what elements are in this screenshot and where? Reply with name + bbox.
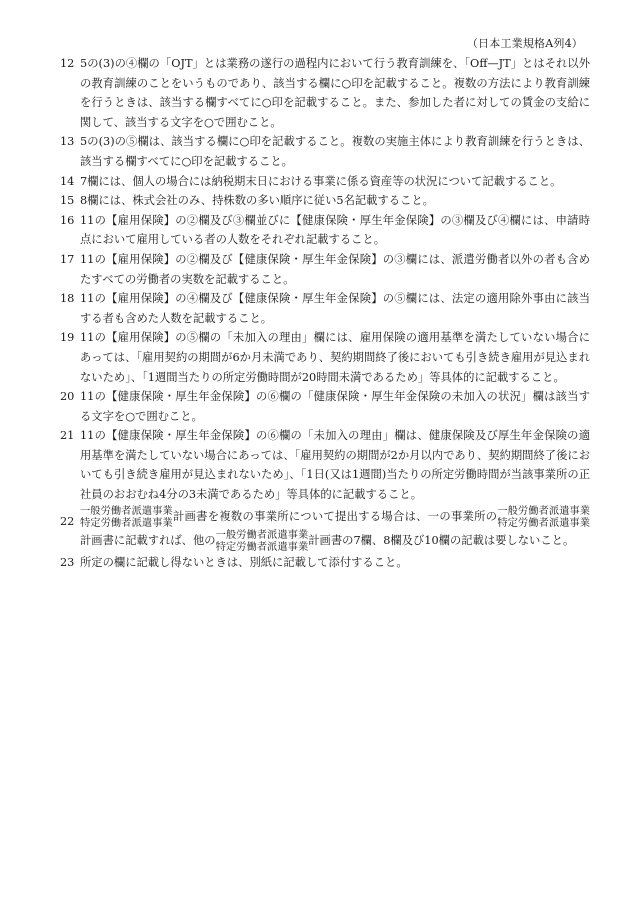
note-item [60, 553, 590, 573]
note-item [60, 426, 590, 504]
note-number: 18 [60, 292, 75, 306]
note-item [60, 328, 590, 387]
note-text: 5の(3)の④欄の「OJT」とは業務の遂行の過程内において行う教育訓練を、「Off—JT」とはそれ以外の教育訓練のことをいうものであり、該当する欄に○印を記載すること。複数の方法により教育訓練を行うときは、該当する欄すべてに○印を記載すること。また、参加した者に対しての賃金の支給に関して、該当する文字を○で囲むこと。 [80, 57, 590, 129]
stacked-choice-line: 一般労働者 [497, 504, 549, 517]
note-number: 19 [60, 331, 75, 345]
note-text: 所定の欄に記載し得ないときは、別紙に記載して添付すること。 [80, 555, 408, 569]
stacked-choice-line: 特定労働者派遣事業 [215, 540, 309, 553]
note-item [60, 54, 590, 132]
stacked-choice-line: 一般労働者派遣事業 [80, 504, 173, 517]
stacked-choice-line: 派遣事業 [548, 516, 590, 529]
standard-note: （日本工業規格A列4） [466, 37, 583, 50]
stacked-choice-line: 一般労働者派遣事業 [215, 528, 309, 541]
note-text: 11の【雇用保険】の⑤欄の「未加入の理由」欄には、雇用保険の適用基準を満たしていない場合にあっては、「雇用契約の期間が6か月未満であり、契約期間終了後においても引き続き雇用が見込まれないため」、「1週間当たりの所定労働時間が20時間未満であるため」等具体的に記載すること。 [80, 331, 590, 384]
note-number: 17 [60, 252, 75, 266]
note-number: 13 [60, 135, 75, 149]
note-number: 21 [60, 429, 75, 443]
stacked-choice [216, 529, 309, 553]
note-text: 計画書の7欄、8欄及び10欄の記載は要しないこと。 [308, 533, 575, 547]
note-text: 11の【雇用保険】の②欄及び【健康保険・厚生年金保険】の③欄には、派遣労働者以外の者も含めたすべての労働者の実数を記載すること。 [80, 252, 590, 286]
note-text: 計画書を複数の事業所について提出する場合は、一の事業所の [172, 509, 498, 523]
note-text: 11の【雇用保険】の②欄及び③欄並びに【健康保険・厚生年金保険】の③欄及び④欄には、申請時点において雇用している者の人数をそれぞれ記載すること。 [80, 213, 590, 247]
note-item-22 [60, 505, 590, 553]
note-item [60, 132, 590, 171]
stacked-choice [497, 505, 548, 529]
notes-list [60, 54, 590, 572]
note-number: 12 [60, 57, 75, 70]
note-text: 8欄には、株式会社のみ、持株数の多い順序に従い5名記載すること。 [80, 194, 434, 208]
note-number: 23 [60, 555, 75, 569]
note-text: 11の【雇用保険】の④欄及び【健康保険・厚生年金保険】の⑤欄には、法定の適用除外事由に該当する者も含めた人数を記載すること。 [80, 292, 590, 325]
note-item [60, 387, 590, 426]
note-number: 14 [60, 174, 75, 188]
stacked-choice [549, 505, 590, 529]
note-number: 20 [60, 390, 75, 404]
stacked-choice [80, 505, 173, 529]
note-text: 11の【健康保険・厚生年金保険】の⑥欄の「健康保険・厚生年金保険の未加入の状況」欄は該当する文字を○で囲むこと。 [80, 390, 590, 423]
stacked-choice-line: 特定労働者派遣事業 [80, 516, 173, 529]
note-item [60, 191, 590, 211]
note-text: 7欄には、個人の場合には納税期末日における事業に係る資産等の状況について記載すること。 [80, 174, 562, 188]
note-number: 16 [60, 213, 75, 227]
note-item [60, 172, 590, 192]
note-number: 22 [60, 514, 75, 528]
stacked-choice-line: 派遣事業 [548, 504, 590, 517]
note-item [60, 250, 590, 289]
note-item [60, 289, 590, 328]
note-text: 5の(3)の⑤欄は、該当する欄に○印を記載すること。複数の実施主体により教育訓練を行うときは、該当する欄すべてに○印を記載すること。 [80, 135, 590, 168]
note-text: 11の【健康保険・厚生年金保険】の⑥欄の「未加入の理由」欄は、健康保険及び厚生年金保険の適用基準を満たしていない場合にあっては、「雇用契約の期間が2か月以内であり、契約期間終了後においても引き続き雇用が見込まれないため」、「1日(又は1週間)当たりの所定労働時間が当該事業所の正社員のおおむね4分の3未満であるため」等具体的に記載すること。 [80, 429, 590, 502]
stacked-choice-line: 特定労働者 [497, 516, 549, 529]
note-item [60, 211, 590, 250]
note-number: 15 [60, 194, 75, 208]
note-text: 計画書に記載すれば、他の [80, 533, 216, 547]
